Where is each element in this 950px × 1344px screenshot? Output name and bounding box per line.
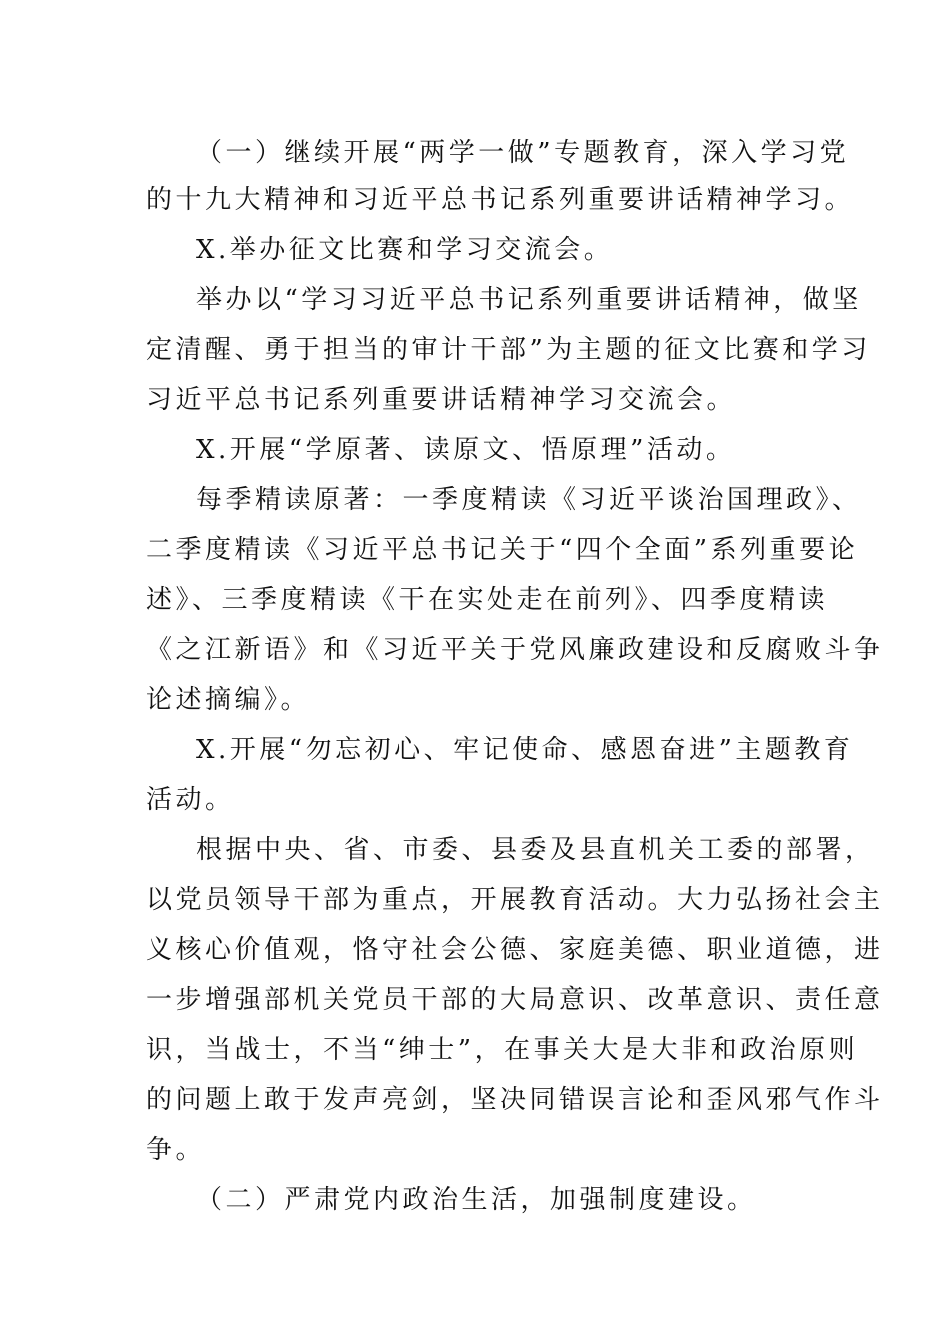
item-theme-education-heading-line-2: 活动。: [146, 785, 235, 815]
item-essay-contest-heading: X.举办征文比赛和学习交流会。: [196, 235, 614, 265]
paragraph-deployment-line-4: 一步增强部机关党员干部的大局意识、改革意识、责任意: [146, 985, 884, 1015]
paragraph-essay-line-2: 定清醒、勇于担当的审计干部”为主题的征文比赛和学习: [146, 335, 871, 365]
paragraph-deployment-line-6: 的问题上敢于发声亮剑，坚决同错误言论和歪风邪气作斗: [146, 1085, 884, 1115]
paragraph-reading-line-3: 述》、三季度精读《干在实处走在前列》、四季度精读: [146, 585, 829, 615]
section-2-heading: （二）严肃党内政治生活，加强制度建设。: [196, 1185, 757, 1215]
item-reading-heading: X.开展“学原著、读原文、悟原理”活动。: [196, 435, 736, 465]
paragraph-reading-line-5: 论述摘编》。: [146, 685, 311, 715]
paragraph-reading-line-1: 每季精读原著：一季度精读《习近平谈治国理政》、: [196, 485, 862, 515]
paragraph-deployment-line-1: 根据中央、省、市委、县委及县直机关工委的部署，: [196, 835, 875, 865]
paragraph-essay-line-3: 习近平总书记系列重要讲话精神学习交流会。: [146, 385, 737, 415]
item-theme-education-heading-line-1: X.开展“勿忘初心、牢记使命、感恩奋进”主题教育: [196, 735, 854, 765]
paragraph-essay-line-1: 举办以“学习习近平总书记系列重要讲话精神，做坚: [196, 285, 862, 315]
section-1-heading-line-1: （一）继续开展“两学一做”专题教育，深入学习党: [196, 138, 850, 168]
paragraph-reading-line-2: 二季度精读《习近平总书记关于“四个全面”系列重要论: [146, 535, 859, 565]
section-1-heading-line-2: 的十九大精神和习近平总书记系列重要讲话精神学习。: [146, 185, 855, 215]
paragraph-deployment-line-2: 以党员领导干部为重点，开展教育活动。大力弘扬社会主: [146, 885, 884, 915]
paragraph-deployment-line-3: 义核心价值观，恪守社会公德、家庭美德、职业道德，进: [146, 935, 884, 965]
paragraph-reading-line-4: 《之江新语》和《习近平关于党风廉政建设和反腐败斗争: [146, 635, 884, 665]
paragraph-deployment-line-7: 争。: [146, 1135, 206, 1165]
paragraph-deployment-line-5: 识，当战士，不当“绅士”，在事关大是大非和政治原则: [146, 1035, 859, 1065]
